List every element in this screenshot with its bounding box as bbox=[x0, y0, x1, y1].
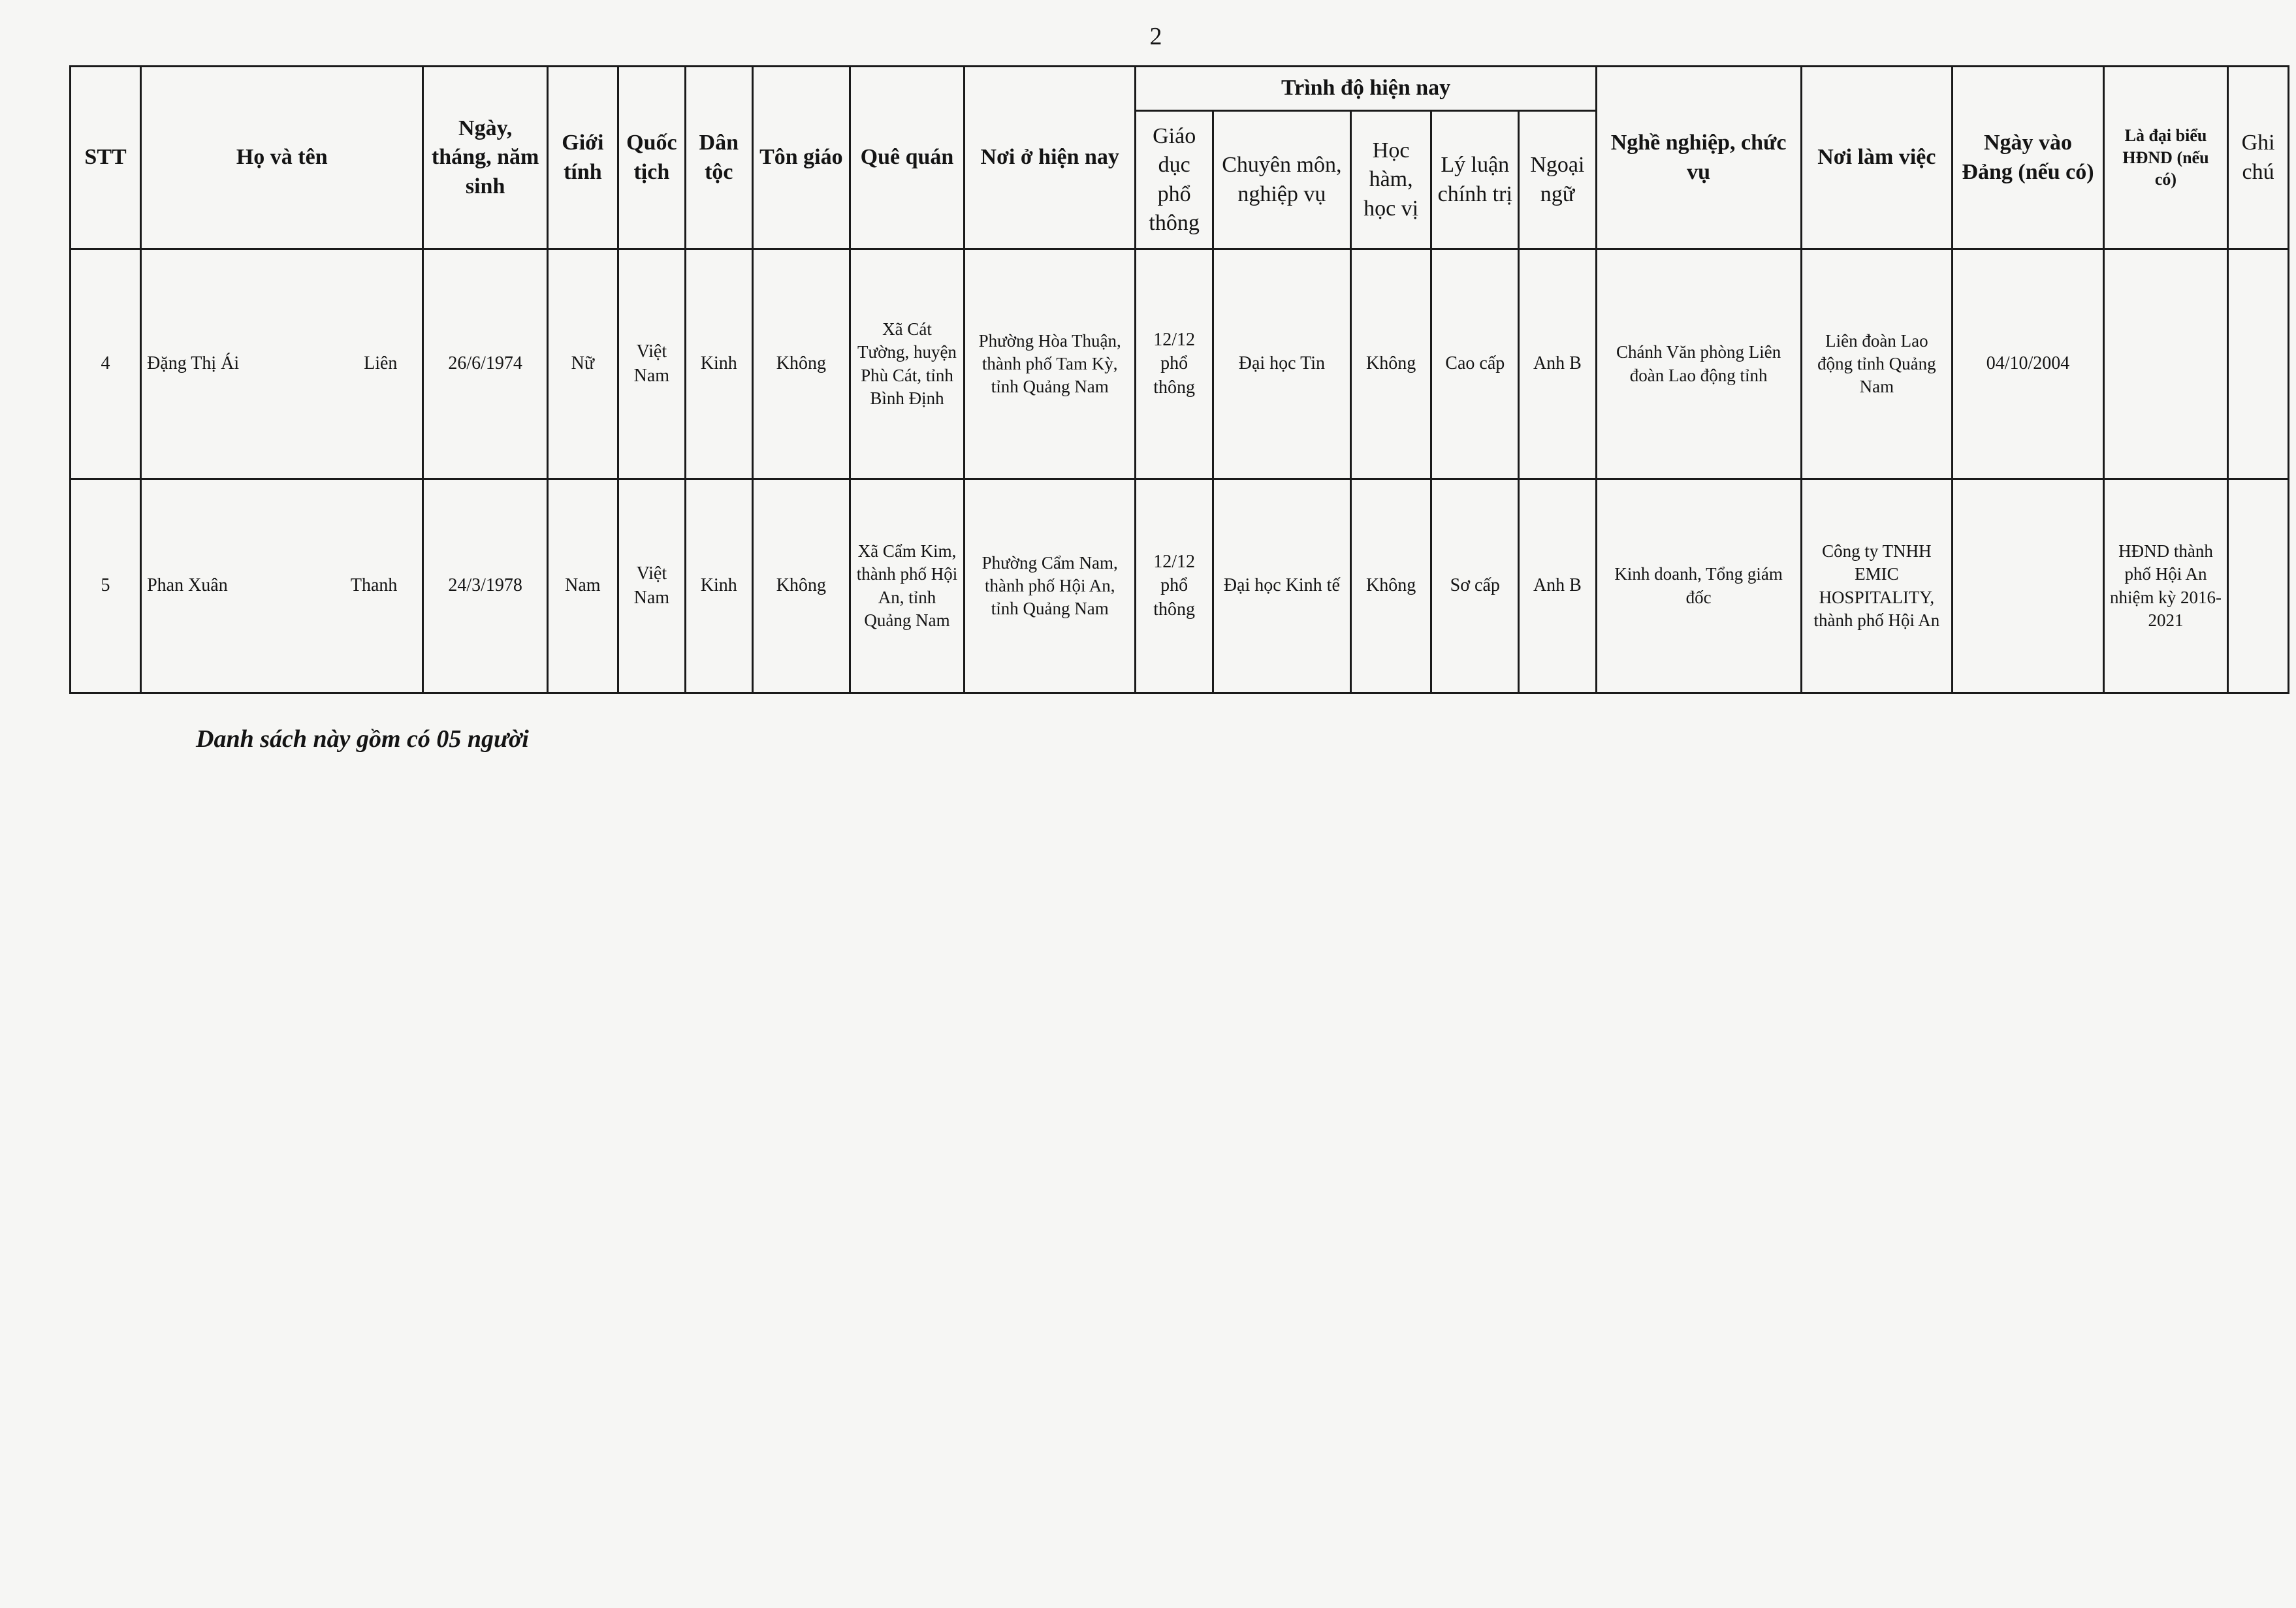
cell-academic-degree: Không bbox=[1350, 479, 1431, 693]
header-specialty: Chuyên môn, nghiệp vụ bbox=[1213, 111, 1350, 249]
cell-ethnicity: Kinh bbox=[685, 249, 752, 479]
cell-party-date: 04/10/2004 bbox=[1953, 249, 2104, 479]
cell-residence: Phường Cẩm Nam, thành phố Hội An, tỉnh Quảng Nam bbox=[964, 479, 1135, 693]
cell-middle-name: Phan Xuân bbox=[147, 575, 228, 596]
table-row bbox=[71, 249, 2289, 479]
cell-hometown: Xã Cẩm Kim, thành phố Hội An, tỉnh Quảng Nam bbox=[850, 479, 965, 693]
header-gender: Giới tính bbox=[547, 67, 618, 249]
header-general-education: Giáo dục phổ thông bbox=[1136, 111, 1213, 249]
cell-party-date bbox=[1953, 479, 2104, 693]
header-nationality: Quốc tịch bbox=[618, 67, 685, 249]
cell-birth-date: 24/3/1978 bbox=[423, 479, 547, 693]
cell-gender: Nam bbox=[547, 479, 618, 693]
cell-middle-name: Đặng Thị Ái bbox=[147, 353, 240, 374]
cell-political-theory: Sơ cấp bbox=[1431, 479, 1519, 693]
cell-academic-degree: Không bbox=[1350, 249, 1431, 479]
page-number: 2 bbox=[1149, 23, 1162, 50]
cell-given-name: Liên bbox=[364, 353, 398, 374]
cell-occupation: Chánh Văn phòng Liên đoàn Lao động tỉnh bbox=[1596, 249, 1801, 479]
header-political-theory: Lý luận chính trị bbox=[1431, 111, 1519, 249]
header-religion: Tôn giáo bbox=[752, 67, 850, 249]
header-party-date: Ngày vào Đảng (nếu có) bbox=[1953, 67, 2104, 249]
cell-stt: 4 bbox=[71, 249, 141, 479]
cell-stt: 5 bbox=[71, 479, 141, 693]
header-row-1 bbox=[71, 67, 2289, 111]
cell-birth-date: 26/6/1974 bbox=[423, 249, 547, 479]
header-birth-date: Ngày, tháng, năm sinh bbox=[423, 67, 547, 249]
cell-political-theory: Cao cấp bbox=[1431, 249, 1519, 479]
header-full-name: Họ và tên bbox=[141, 67, 423, 249]
candidate-table bbox=[69, 65, 2289, 694]
cell-general-education: 12/12 phổ thông bbox=[1136, 479, 1213, 693]
cell-specialty: Đại học Tin bbox=[1213, 249, 1350, 479]
cell-nationality: Việt Nam bbox=[618, 249, 685, 479]
cell-full-name bbox=[141, 249, 423, 479]
header-academic-degree: Học hàm, học vị bbox=[1350, 111, 1431, 249]
cell-ethnicity: Kinh bbox=[685, 479, 752, 693]
cell-workplace: Liên đoàn Lao động tỉnh Quảng Nam bbox=[1801, 249, 1953, 479]
cell-specialty: Đại học Kinh tế bbox=[1213, 479, 1350, 693]
header-stt: STT bbox=[71, 67, 141, 249]
header-foreign-language: Ngoại ngữ bbox=[1519, 111, 1596, 249]
header-residence: Nơi ở hiện nay bbox=[964, 67, 1135, 249]
cell-notes bbox=[2228, 479, 2289, 693]
table-row bbox=[71, 479, 2289, 693]
cell-given-name: Thanh bbox=[350, 575, 398, 596]
cell-foreign-language: Anh B bbox=[1519, 479, 1596, 693]
header-occupation: Nghề nghiệp, chức vụ bbox=[1596, 67, 1801, 249]
header-ethnicity: Dân tộc bbox=[685, 67, 752, 249]
header-hometown: Quê quán bbox=[850, 67, 965, 249]
cell-council-delegate: HĐND thành phố Hội An nhiệm kỳ 2016- 2021 bbox=[2103, 479, 2227, 693]
cell-council-delegate bbox=[2103, 249, 2227, 479]
cell-general-education: 12/12 phổ thông bbox=[1136, 249, 1213, 479]
header-workplace: Nơi làm việc bbox=[1801, 67, 1953, 249]
cell-residence: Phường Hòa Thuận, thành phố Tam Kỳ, tỉnh Quảng Nam bbox=[964, 249, 1135, 479]
cell-notes bbox=[2228, 249, 2289, 479]
cell-religion: Không bbox=[752, 249, 850, 479]
header-education-group: Trình độ hiện nay bbox=[1136, 67, 1596, 111]
cell-hometown: Xã Cát Tường, huyện Phù Cát, tỉnh Bình Định bbox=[850, 249, 965, 479]
header-notes: Ghi chú bbox=[2228, 67, 2289, 249]
header-council-delegate: Là đại biểu HĐND (nếu có) bbox=[2103, 67, 2227, 249]
cell-occupation: Kinh doanh, Tổng giám đốc bbox=[1596, 479, 1801, 693]
cell-foreign-language: Anh B bbox=[1519, 249, 1596, 479]
list-count-note: Danh sách này gồm có 05 người bbox=[196, 725, 529, 753]
cell-full-name bbox=[141, 479, 423, 693]
cell-workplace: Công ty TNHH EMIC HOSPITALITY, thành phố Hội An bbox=[1801, 479, 1953, 693]
cell-nationality: Việt Nam bbox=[618, 479, 685, 693]
cell-gender: Nữ bbox=[547, 249, 618, 479]
cell-religion: Không bbox=[752, 479, 850, 693]
